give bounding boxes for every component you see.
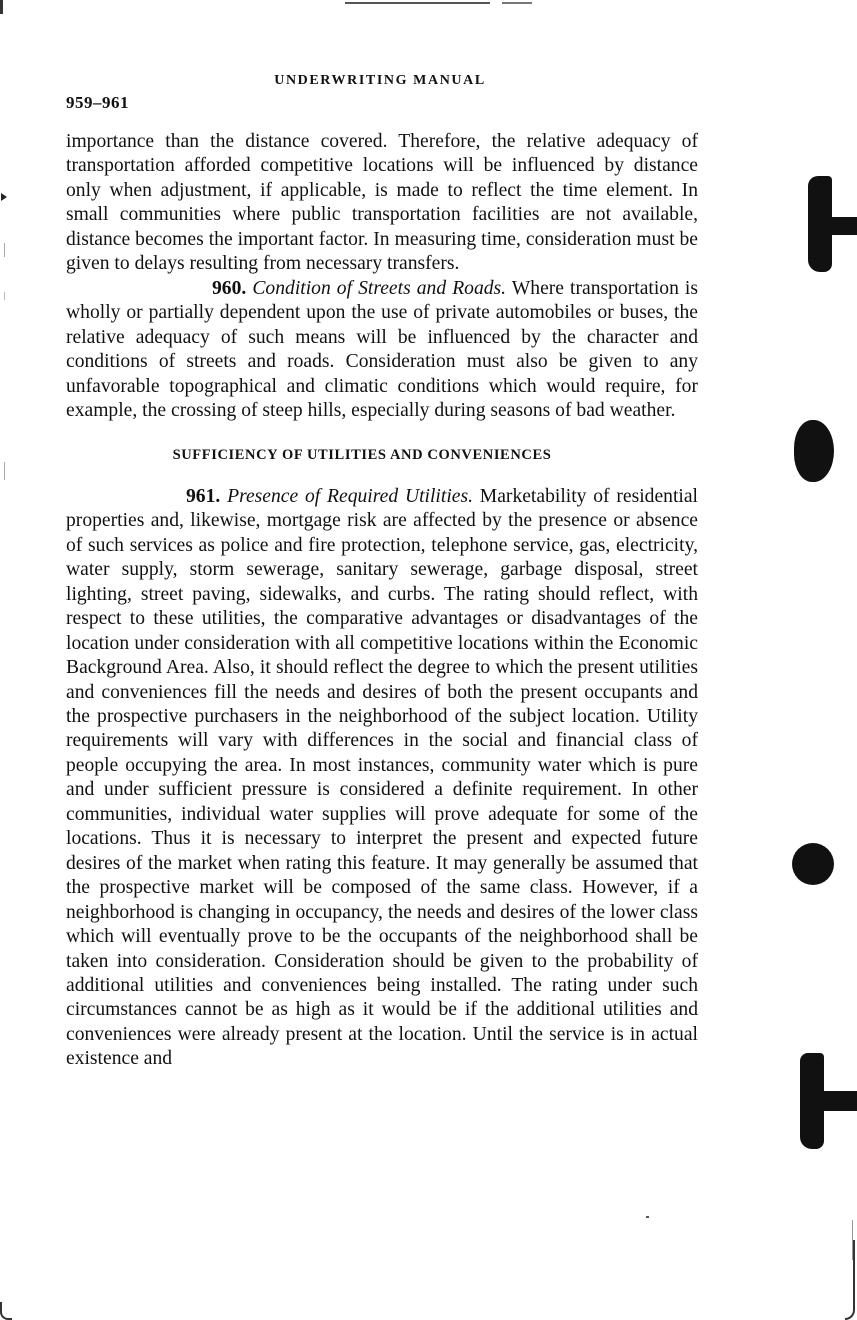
paragraph-text: Where transportation is wholly or partially dependent upon the use of private automobiles or buses, the relative adequacy of such means will be influenced by the character and conditions of streets and roads. Consideration must also be given to any unfavorable topographical and climatic conditions which would require, for example, the crossing of steep hills, especially during seasons of bad weather. — [66, 277, 698, 421]
paragraph-960 — [66, 277, 698, 424]
scan-edge-tick — [4, 462, 5, 480]
page-corner-bottom-right — [845, 1240, 855, 1320]
running-head: UNDERWRITING MANUAL — [274, 73, 486, 88]
page-corner-bottom-left — [0, 1302, 12, 1320]
section-heading: SUFFICIENCY OF UTILITIES AND CONVENIENCES — [172, 447, 552, 464]
binder-punch-hole — [794, 420, 834, 482]
binder-punch-hole — [792, 843, 834, 885]
top-rule-short — [502, 2, 532, 4]
top-rule — [345, 2, 490, 4]
paragraph-number: 960. — [212, 277, 247, 299]
binder-punch-mark — [820, 217, 857, 235]
binder-punch-mark — [812, 1091, 857, 1111]
continuation-paragraph: importance than the distance covered. Therefore, the relative adequacy of transportation afforded competitive locations will be influenced by distance only when adjustment, if applicable, is made to reflect the time element. In small communities where public transportation facilities are not available, distance becomes the important factor. In measuring time, consideration must be given to delays resulting from necessary transfers. — [66, 131, 698, 275]
scan-speck — [646, 1216, 649, 1218]
scan-edge-tick — [4, 243, 5, 257]
scan-arrow-mark — [1, 193, 7, 201]
paragraph-text: Marketability of residential properties and, likewise, mortgage risk are affected by the presence or absence of such services as police and fire protection, telephone service, gas, electricity, water supply, storm sewerage, sanitary sewerage, garbage disposal, street lighting, street paving, sidewalks, and curbs. The rating should reflect, with respect to these utilities, the comparative advantages or disadvantages of the location under consideration with all competitive locations within the Economic Background Area. Also, it should reflect the degree to which the present utilities and conveniences fill the needs and desires of both the present occupants and the prospective purchasers in the neighborhood of the subject location. Utility requirements will vary with differences in the social and financial class of people occupying the area. In most instances, community water which is pure and under sufficient pressure is considered a definite requirement. In other communities, individual water supplies will prove adequate for some of the locations. Thus it is necessary to interpret the present and expected future desires of the market when rating this feature. It may generally be assumed that the prospective market will be composed of the same class. However, if a neighborhood is changing in occupancy, the needs and desires of the lower class which will eventually prove to be the occupants of the neighborhood shall be taken into consideration. Consideration should be given to the probability of additional utilities and conveniences being installed. The rating under such circumstances cannot be as high as it would be if the additional utilities and conveniences were already present at the location. Until the service is in actual existence and — [66, 485, 698, 1070]
paragraph-number: 961. — [186, 485, 221, 507]
scan-edge-tick — [4, 292, 5, 300]
paragraph-title: Presence of Required Utilities. — [227, 485, 473, 507]
body-text — [66, 130, 698, 1072]
scan-edge-mark — [0, 0, 3, 14]
paragraph-961 — [66, 485, 698, 1072]
paragraph-title: Condition of Streets and Roads. — [252, 277, 507, 299]
paragraph-range-folio: 959–961 — [66, 93, 129, 112]
